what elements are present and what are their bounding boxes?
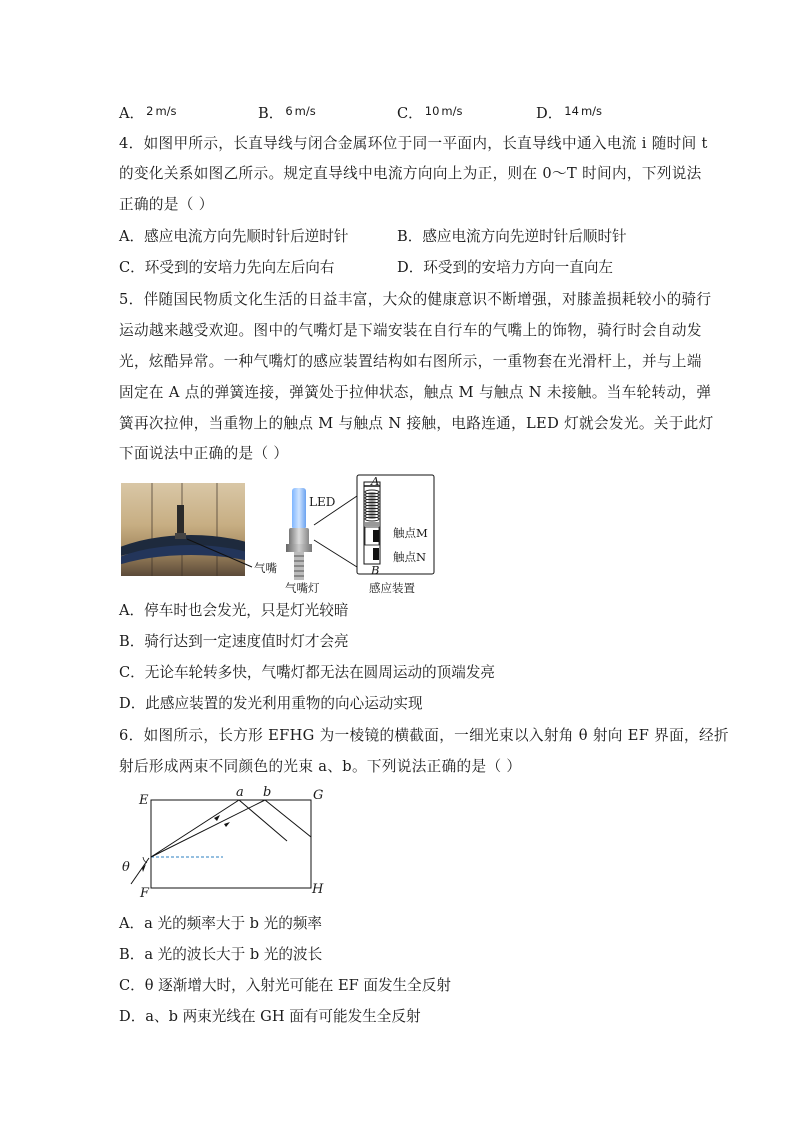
option-value: 6 <box>285 104 293 118</box>
q5-option-c[interactable]: C．无论车轮转多快，气嘴灯都无法在圆周运动的顶端发亮 <box>119 664 496 681</box>
corner-h-label: H <box>312 882 324 897</box>
option-value: 10 <box>424 104 440 118</box>
option-letter: B． <box>258 105 284 122</box>
angle-theta-label: θ <box>122 860 130 875</box>
q4-stem-line-3: 正确的是（ ） <box>119 196 214 213</box>
point-b-label: B <box>371 563 380 577</box>
point-a-label: A <box>371 474 380 488</box>
beam-b-label: b <box>263 785 272 800</box>
corner-f-label: F <box>140 886 150 901</box>
q6-stem-line-1: 6．如图所示，长方形 EFHG 为一棱镜的横截面，一细光束以入射角 θ 射向 EF 界面，经折 <box>119 727 729 744</box>
q4-option-b[interactable]: B．感应电流方向先逆时针后顺时针 <box>397 228 627 245</box>
option-unit: m/s <box>294 104 316 118</box>
q4-stem-line-1: 4．如图甲所示，长直导线与闭合金属环位于同一平面内，长直导线中通入电流 i 随时间 t <box>119 135 708 152</box>
q6-option-b[interactable]: B．a 光的波长大于 b 光的波长 <box>119 946 323 963</box>
q4-option-a[interactable]: A．感应电流方向先顺时针后逆时针 <box>119 228 349 245</box>
beam-a-label: a <box>236 785 244 800</box>
option-letter: A． <box>119 105 145 122</box>
q5-option-a[interactable]: A．停车时也会发光，只是灯光较暗 <box>119 602 349 619</box>
q5-stem-line-3: 光，炫酷异常。一种气嘴灯的感应装置结构如右图所示，一重物套在光滑杆上，并与上端 <box>119 353 702 370</box>
q3-option-d[interactable] <box>536 101 602 124</box>
option-unit: m/s <box>580 104 603 118</box>
q5-stem-line-1: 5．伴随国民物质文化生活的日益丰富，大众的健康意识不断增强，对膝盖损耗较小的骑行 <box>119 291 712 308</box>
option-letter: C． <box>397 105 423 122</box>
q4-option-d[interactable]: D．环受到的安培力方向一直向左 <box>397 259 614 276</box>
q4-option-c[interactable]: C．环受到的安培力先向左后向右 <box>119 259 335 276</box>
valve-label: 气嘴 <box>254 561 277 575</box>
q6-option-d[interactable]: D．a、b 两束光线在 GH 面有可能发生全反射 <box>119 1008 421 1025</box>
q4-stem-line-2: 的变化关系如图乙所示。规定直导线中电流方向向上为正，则在 0～T 时间内，下列说法 <box>119 165 702 182</box>
device-label: 感应装置 <box>369 581 415 595</box>
q5-stem-line-5: 簧再次拉伸，当重物上的触点 M 与触点 N 接触，电路连通，LED 灯就会发光。关于此灯 <box>119 415 714 432</box>
corner-g-label: G <box>313 788 324 803</box>
q5-stem-line-4: 固定在 A 点的弹簧连接，弹簧处于拉伸状态，触点 M 与触点 N 未接触。当车轮转动，弹 <box>119 384 712 401</box>
option-unit: m/s <box>441 104 463 118</box>
corner-e-label: E <box>139 793 149 808</box>
option-letter: D． <box>536 105 563 122</box>
option-unit: m/s <box>155 104 177 118</box>
q6-option-a[interactable]: A．a 光的频率大于 b 光的频率 <box>119 915 323 932</box>
q3-option-a[interactable] <box>119 101 177 124</box>
q5-stem-line-6: 下面说法中正确的是（ ） <box>119 445 289 462</box>
q6-stem-line-2: 射后形成两束不同颜色的光束 a、b。下列说法正确的是（ ） <box>119 758 522 775</box>
option-value: 14 <box>564 104 579 118</box>
option-value: 2 <box>146 104 154 118</box>
prism-diagram <box>118 784 338 904</box>
contact-m-label: 触点M <box>393 526 428 540</box>
q6-option-c[interactable]: C．θ 逐渐增大时，入射光可能在 EF 面发生全反射 <box>119 977 451 994</box>
contact-n-label: 触点N <box>393 550 427 564</box>
led-label: LED <box>309 495 336 509</box>
q5-option-b[interactable]: B．骑行达到一定速度值时灯才会亮 <box>119 633 349 650</box>
q5-option-d[interactable]: D．此感应装置的发光利用重物的向心运动实现 <box>119 695 423 712</box>
q3-option-c[interactable] <box>397 101 462 124</box>
q3-option-b[interactable] <box>258 101 316 124</box>
lamp-label: 气嘴灯 <box>285 581 320 595</box>
q5-stem-line-2: 运动越来越受欢迎。图中的气嘴灯是下端安装在自行车的气嘴上的饰物，骑行时会自动发 <box>119 322 702 339</box>
